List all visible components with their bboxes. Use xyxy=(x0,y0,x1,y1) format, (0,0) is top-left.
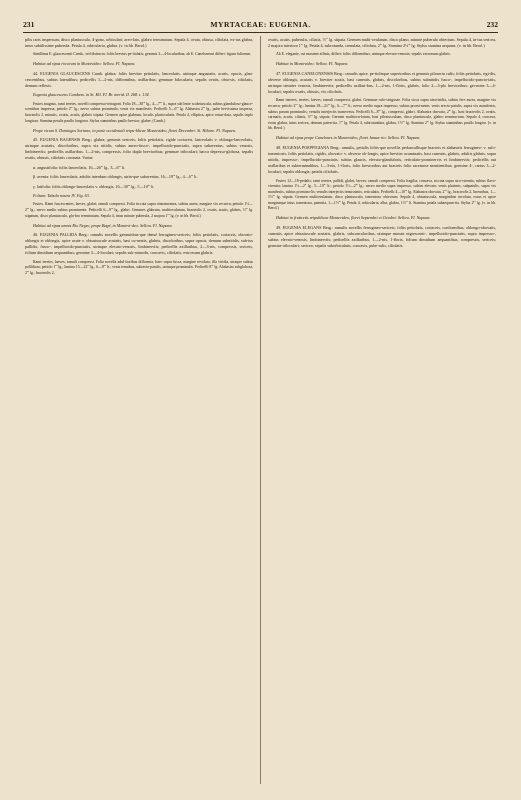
species-entry: 47. EUGENIA CANELONENSIS Berg.: ramulis apice, pe-tiolisque superioribus et gemmis piloseriu culis; foliis petiolatis, rigi-dis, obverse oblongis, acutatis v. breviter acutis, basi cuneatis, glabris, discoloribus, subtus subnitidis fusco-, impellucido-puncta-tatis, utrinque tenuiter venosis, limbinerviis; pedicellis axillari-bus, 1—2-nis, 1-floris, glabris, folio 2—3-plo brevioribus; ger-mine 3—4-loculari; sepalis ovatis, obtusis, vix ciliolatis. xyxy=(268,70,496,95)
species-entry: 48. EUGENIA POEPPIGIANA Berg.: ramulis, petiolis foliis-que novellis peduncullisque bracteis et alabastris ferrugineo- v. rufo-tomentosis; foliis petiolatis, rigidis, obovato- v. obverse ob-longis, apice breviter acuminatis, basi cuneatis, glabris, adultis glabris, supra nitidis, impresso-, impellucido-punctatis, subtus glaucis, elevato-glandulosis, reticulato-prominervis et limbinerviis; pedicellis aut axillaribus et subterminalibus, 1—3-nis, 1-floris, folio brevioribus aut bracteis folio racemose mentientibus; germine 4-, rarius 3—2-loculari; sepalis oblongis; petalis ciliolatis. xyxy=(268,144,496,175)
habitat-line: Habitat ad ripas riworum in Montevideo: Sellow. Fl. Napaea. xyxy=(33,61,136,67)
note-paragraph: Frutex 12—18-pedalis; rami teretes, pallidi, glabri, laeves; ramuli compressi. Folia fragilia, concava, siccata supra stro-virentia, subtus flavo-virentia; lamina 1½—2'' lg., 5—10''' lt.; petiolo 1½—2''' lg.; nervo medio supra impresso, subtus elevato; venis plurimis, subpatulis, supra vix manifestis, subtus prominu-lis; venulis interjectis tenuissimis, reticulatis. Pedicelli 4—10''' lg. Alabastra obovata, 2''' lg., bracteolis 2, linearibus, 1—1½''' lg. stipata. Germen multiovulatum, disco planiusculo, tomentoso obtectum. Sepala 4, obtusiuscula, marginibus involuta, extus et apice margineque intus tomentosa, patentia, 1—1½''' lg. Petala 4, orbicularia, alba, glabra, 1½''' lt. Stamina petala subaequan-tia. Stylus 2''' lg. (v. in hb. Berol.) xyxy=(268,178,496,211)
note-paragraph: Ab E. elegante, cui maxime affinis, differt: foliis difformibus, utrinque elevato-venosis; sepalis extrorsum glabris. xyxy=(276,52,451,57)
page-number-right: 232 xyxy=(486,20,498,29)
species-entry: 49. EUGENIA ELEGANS Berg.: ramulis novellis ferrugineo-sericeis; foliis petiolatis, coriaceis, conformibus, oblongo-obovatis, cuneatis, apice obtusiuscule acutatis, glabris, subconcoloribus, utrinque minute nigrescenti-, impellucido-punctatis, supra impresso-, subtus elevato-venosis, limbinerviis; pedicellis axillaribus, 1—2-nis, 1-floris, folium dimidium aequantibus, compressis, sericeis; germine triloculari; sericeo; sepalis suborbiculatis, concavis, pube-rulis, ciliolatis. xyxy=(268,224,496,249)
note-paragraph: Frutex. Rami fuscescentes, laeves, glabri; ramuli compressi. Folia siccata supra cinnamomea, subtus aurea, margine vix recurva; petiolo 1½—2''' lg.; nervo medio subtus prominente. Pedicelli 6—9''' lg., glabri. Gemmes glabrum, multiovulatum, bracteolis 2, ovatis, acutis, glabris, ½''' lg. stipatum, disco planiusculo, gla-bro terminatum. Sepala 4, intus minute puberula, 2 majora 1''' lg. (v. in hb. Berol.) xyxy=(25,202,253,218)
variety-line: γ. latifolia: foliis oblongo-lanceolatis v. oblongis, 16—30''' lg., 5—10''' lt. xyxy=(33,183,155,189)
continued-paragraph: pilis raris inspersum, disco planiusculo, 4-gono, orbiculari; areo-lato, glabro terminatum. Sepala 4, ovata, obtusa, ciliolata, ex-tus glabra, intus subtilissime puberula. Petala 4, orbicularia, glabra. (v. in hb. Berol.) xyxy=(25,37,253,49)
running-title: MYRTACEAE: EUGENIA. xyxy=(210,20,311,29)
synonym-line: Eugenia glaucescens Cambess. in St. Hil. Fl. Br. merid. II. 268. t. 134. xyxy=(33,92,150,98)
note-paragraph: Simillima E. glaucescenti Camb., sed distincta: foliis brevius pe-tiolatis; gemmis 3—4-locularibus; ab E. Caneloneusi differt: figura foliorum. xyxy=(33,52,252,57)
left-column xyxy=(25,37,253,787)
variety-line: α. angustifolia: foliis lanceolatis, 16—26''' lg., 3—6''' lt. xyxy=(33,164,126,170)
header-rule xyxy=(23,32,498,33)
note-paragraph: Rami teneres, teretes, laeves; ramuli compressi, glabri. Gemmae rufo-strigosae. Folia sicca supra atroviridia, subtus fere aurea, margine vix recurva; petiolo 2''' lg.; lamina 18—21''' lg., 6—7''' lt.; nervo medio supra impresso, subtus promi-nente; venis erecto-patulis, supra vix manifestis, subtus parum prominulis; venulis interjectis transversis. Pedicelli 6—8''' lg., compressi, glabri. Alabastra obovata, 2''' lg., basi bracteolis 2, ovatis, carinatis, acutis, ciliatis, ½''' lg. stipata. Germen multiovu-latum, basi pilosiusculum, disco planiusculo, glabro termina-tum. Sepala 4, concava, extus glabra, intus sericea, demum paten-tia. 1''' lg. Petala 4, subrotundata, glabra, 1½''' lg. Stamina 2''' lg. Stylus staminibus paullo longior. (v. in hb. Berol.) xyxy=(268,98,496,131)
note-paragraph: Frutex magnus, rami teretes, novelli compresso-tetragoni. Folia 18—30''' lg., 4—7''' lt., supra sub lente scabriuscula, subtus glanduloso-glauce-scentibus impressa; petiolo 2''' lg.; nervo subtus prominulo; venis vix manifestis. Pedicelli 5—6''' lg. Alabastra 2''' lg., pube brevissima inspersa, bracteolis 2, minutis, ovatis, acutis, glabris stipata. Germen apice glabrum, loculis pluriovulatis. Petala 4, elliptica, apice rotun-data, sepalis triplo longiora. Stamina petalis paullo longiora. Stylus staminibus paullo brevior, glaber. (Camb.) xyxy=(25,101,253,123)
page-number-left: 231 xyxy=(23,20,35,29)
species-entry: 44. EUGENIA GLAUCESCENS Camb. glabra; foliis breviter petiolatis, lanceolatis, utrinque angustatis, acutis, opacis, glau-cescentibus, subtus lateralibus; pedicellis 1—2-nis, difformibus, axillaribus; gemmae bilocularis; sepalis ovatis, obtu-sis, ciliolatis, demum reflexis. xyxy=(25,70,253,88)
running-header xyxy=(23,20,498,31)
habitat-line: Habitat in Montevideo: Sellow. Fl. Napaea. xyxy=(276,61,349,67)
habitat-line: Prope vicum S. Domingos Soriano, in parte occidentali reipu-blicae Montevideo, floret Decembri: St. Hilaire. Fl. Napaea. xyxy=(33,127,236,133)
synonym-line: Folium: Tabula nostra IV. Fig. 63. xyxy=(33,192,90,198)
continued-paragraph: ovatis, acutis, puberulis, ciliatis, ⅓''' lg. stipata. Germen multi-ovulatum, disco plano, minute puberulo obtectum. Sepala 4, in-tus sericea, 2 majora interiora 1''' lg. Petala 4, subrotunda, crenulata, ciliolata, 2''' lg. Stamina 2½''' lg. Stylus stamina aequans. (v. in hb. Berol.) xyxy=(268,37,496,49)
column-divider xyxy=(260,36,261,784)
habitat-line: Habitat ad ripas amnis Rio Negro, prope Bagé, in Montevi-deo: Sellow. Fl. Napaea. xyxy=(33,222,173,228)
habitat-line: Habitat in fruticetis reipublicae Montevideo, floret Septembri et Octobri: Sellow. Fl. Napaea. xyxy=(276,215,431,221)
habitat-line: Habitat ad ripas prope Canelones in Montevideo, floret Janua-rio: Sellow. Fl. Napaea. xyxy=(276,135,421,141)
variety-line: β. avenia: foliis lanceolatis, adultis interdum oblongis, utrin-que subavenius, 16—19''' lg., 4—6''' lt. xyxy=(33,174,198,180)
species-entry: 45. EUGENIA BAGENSIS Berg.; glabra; gemmis sericeis; foliis petiolatis, rigide coriaceis, lanceolatis v. oblongo-lanceolatis, utrinque acutatis, discoloribus, supra vix nitidis, subtus aureo-fusco-, impellucido-punctatis, supra subavenius, subtus venosis, limbinerviis; pedicellis axillaribus, 1—2-nis, compressis, folio duplo brevioribus; gemmae triloculari; bacca depresso-globosa, sepalis ovatis, obtusis, ciliolatis coronata. Variat: xyxy=(25,137,253,161)
right-column xyxy=(268,37,496,787)
note-paragraph: Rami teretes, laeves; ramuli compressi. Folia novella adul-tioribus difformia, haec supra fusca, margine revoluta, illa viridia, utraque subtus pallidiora; petiolo 1''' lg.; lamina 15—22''' lg., 6—8''' lt.; venis tenuibus, subrecto-patulis, utrinque prominulis. Pedicelli 8''' lg. Alabastra subglobosa, 2''' lg., bracteolis 2, xyxy=(25,259,253,275)
species-entry: 46. EUGENIA PALLIDA Berg.: ramulis novellis gemmisbus-que densé ferrugineo-sericeis; foliis petiolatis, coriaceis, obovato-oblongis et oblongis, apice acute v. obtusiuscule acutatis, basi cu-neatis, glabris, discoloribus, supra opacis, demum subnitidis, sub-tus pallidis, fusco-, impellucido-punctatis, utrinque elevato-venosis, limbinerviis; pedicellis axillaribus, 2—3-nis, compressis, sericeis, folium dimidium aequantibus; germine 3—4-loculari; sepalis sub-rotundis, concavis, ciliolatis, extrorsum glabris. xyxy=(25,232,253,256)
